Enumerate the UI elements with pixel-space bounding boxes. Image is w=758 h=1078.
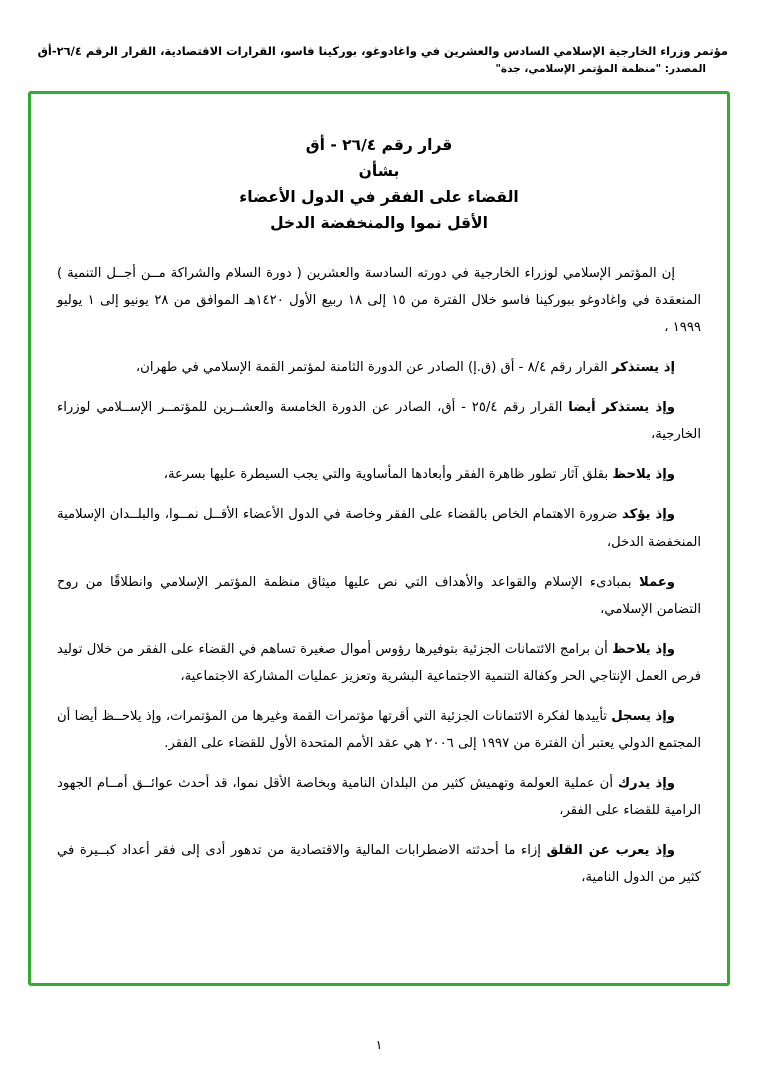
paragraph-lead: إذ يستذكر — [611, 360, 675, 376]
resolution-box — [28, 91, 730, 986]
resolution-subject-line2: الأقل نموا والمنخفضة الدخل — [270, 214, 488, 232]
resolution-body — [57, 260, 701, 891]
paragraph-text: إزاء ما أحدثته الاضطرابات المالية والاقتصادية من تدهور أدى إلى فقر أعداد كبــيرة في كثير من الدول النامية، — [57, 843, 701, 886]
page-number: ١ — [375, 1037, 383, 1052]
paragraph-noting-concern — [57, 461, 701, 488]
paragraph-lead: وعملا — [638, 574, 675, 590]
header-source: المصدر: "منظمة المؤتمر الإسلامي، جدة" — [495, 63, 706, 75]
paragraph-text: القرار رقم ٨/٤ - أق (ق.إ) الصادر عن الدورة الثامنة لمؤتمر القمة الإسلامي في طهران، — [135, 360, 612, 376]
document-header — [0, 0, 758, 75]
paragraph-affirming — [57, 501, 701, 555]
paragraph-noting-microcredit — [57, 636, 701, 690]
paragraph-text: أن عملية العولمة وتهميش كثير من البلدان النامية وبخاصة الأقل نموا، قد أحدث عوائــق أمــام الجهود الرامية للقضاء على الفقر، — [57, 775, 701, 818]
paragraph-lead: وإذ يستذكر أيضا — [568, 400, 675, 416]
paragraph-text: تأييدها لفكرة الائتمانات الجزئية التي أقرتها مؤتمرات القمة وغيرها من المؤتمرات، وإذ يلاحــظ أيضا أن المجتمع الدولي يعتبر أن الفترة من ١٩٩٧ إلى ٢٠٠٦ هي عقد الأمم المتحدة الأول للقضاء على الفقر. — [57, 708, 701, 751]
paragraph-recalling — [57, 354, 701, 381]
paragraph-lead: وإذ يؤكد — [622, 507, 675, 523]
paragraph-preamble — [57, 260, 701, 341]
paragraph-lead: وإذ يلاحظ — [612, 467, 675, 483]
paragraph-lead: وإذ يلاحظ — [612, 641, 675, 657]
resolution-title-block — [57, 136, 701, 232]
paragraph-text: بقلق آثار تطور ظاهرة الفقر وأبعادها المأساوية والتي يجب السيطرة عليها بسرعة، — [163, 467, 613, 483]
paragraph-text: بمبادىء الإسلام والقواعد والأهداف التي نص عليها ميثاق منظمة المؤتمر الإسلامي وانطلاقًا من روح التضامن الإسلامي، — [57, 574, 701, 617]
paragraph-pursuant — [57, 569, 701, 623]
paragraph-aware-globalization — [57, 770, 701, 824]
paragraph-lead: وإذ يسجل — [611, 708, 675, 724]
paragraph-text: ضرورة الاهتمام الخاص بالقضاء على الفقر وخاصة في الدول الأعضاء الأقــل نمــوا، والبلــدان الإسلامية المنخفضة الدخل، — [57, 507, 701, 550]
paragraph-recording-support — [57, 703, 701, 757]
paragraph-text: أن برامج الائتمانات الجزئية بتوفيرها رؤوس أموال صغيرة تساهم في القضاء على الفقر من خلال توليد فرص العمل الإنتاجي الحر وكفالة التنمية الاجتماعية البشرية وتعزيز عمليات المشاركة الاجتماعية، — [57, 641, 701, 684]
resolution-number-title: قرار رقم ٢٦/٤ - أق — [305, 136, 453, 154]
paragraph-lead: وإذ يدرك — [617, 775, 675, 791]
resolution-subject-line1: القضاء على الفقر في الدول الأعضاء — [239, 188, 519, 206]
resolution-about-label: بشأن — [358, 162, 400, 180]
paragraph-recalling-also — [57, 394, 701, 448]
paragraph-text: إن المؤتمر الإسلامي لوزراء الخارجية في دورته السادسة والعشرين ( دورة السلام والشراكة مــن أجــل التنمية ) المنعقدة في واغادوغو ببوركينا فاسو خلال الفترة من ١٥ إلى ١٨ ربيع الأول ١٤٢٠هـ الموافق من ٢٨ يونيو إلى ١ يوليو ١٩٩٩ ، — [57, 266, 702, 336]
paragraph-expressing-concern — [57, 837, 701, 891]
paragraph-text: القرار رقم ٢٥/٤ - أق، الصادر عن الدورة الخامسة والعشــرين للمؤتمــر الإســلامي لوزراء الخارجية، — [57, 400, 701, 443]
paragraph-lead: وإذ يعرب عن القلق — [546, 843, 675, 859]
header-citation: مؤتمر وزراء الخارجية الإسلامي السادس والعشرين في واغادوغو، بوركينا فاسو، القرارات الاقتصادية، القرار الرقم ٢٦/٤-أق — [37, 44, 728, 58]
